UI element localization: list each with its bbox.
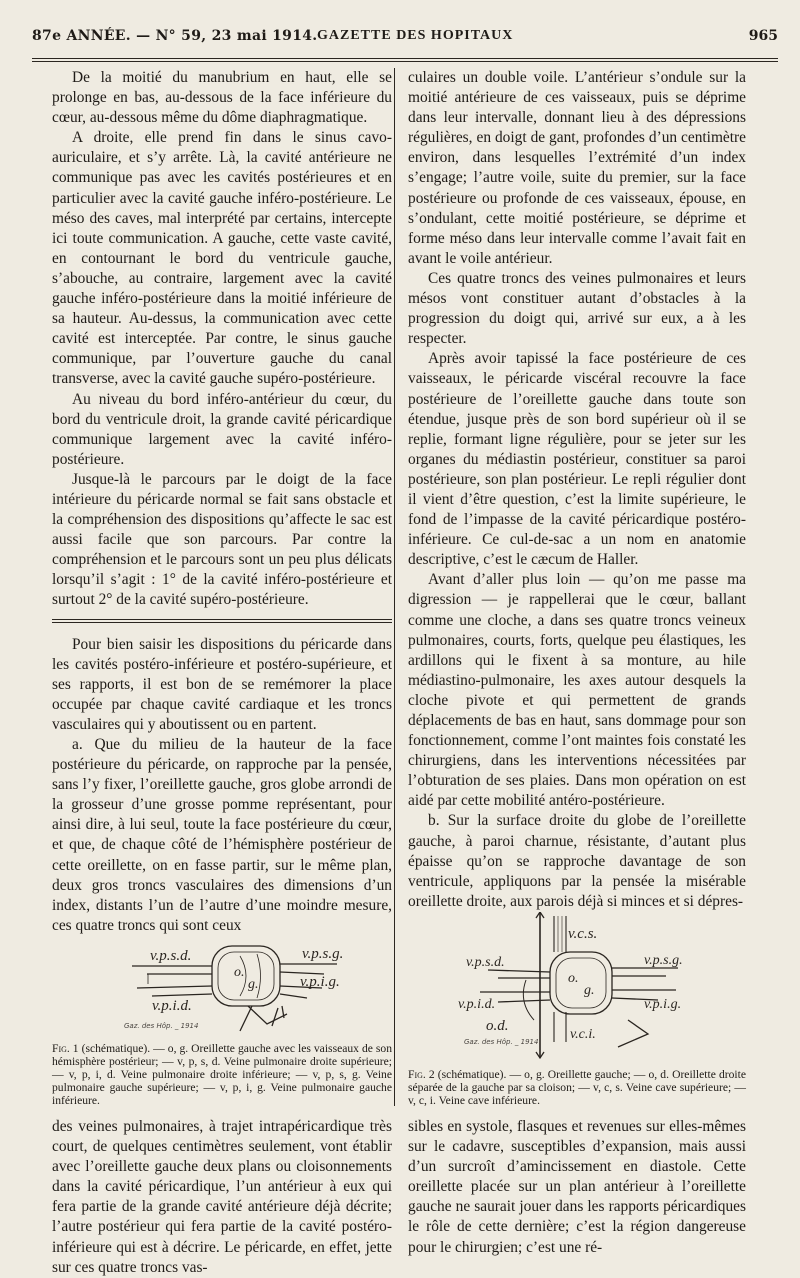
paragraph: Ces quatre troncs des veines pulmonaires et leurs mésos vont constituer autant d’obstacles à la progression du doigt qui, arrivé sur eux, a à les respecter. [408,269,746,348]
caption-text: (schématique). — o, g. Oreillette gauche avec les vaisseaux de son hémisphère postérieur; — v, p, s, d. Veine pulmonaire droite supérieure; — v, p, i, d. Veine pulmonaire droite inférieure; — v, p, s, g. Veine pulmonaire gauche supérieure; — v, p, i, g. Veine pulmonaire gauche inférieure. [52,1041,393,1107]
running-header [32,28,778,58]
figure-1-drawing [52,936,392,1036]
fig2-label-o: o. [568,970,579,986]
fig2-label-vpid: v.p.i.d. [458,996,496,1012]
section-separator [52,619,392,623]
paragraph: a. Que du milieu de la hauteur de la face postérieure du péricarde, on rapproche par la pensée, sans l’y fixer, l’oreillette gauche, gros globe arrondi de la grosseur d’une grosse pomme représentant, pour ainsi dire, à lui seul, toute la face postérieure du cœur, et que, de chaque côté de l’hémisphère postérieur de cette oreillette, on en fasse partir, sur le même plan, deux gros troncs vasculaires des dimensions d’un index, distants l’un de l’autre d’une moindre mesure, ces quatre troncs qui sont ceux [52,736,392,934]
paragraph: Après avoir tapissé la face postérieure de ces vaisseaux, le péricarde viscéral recouvre la face postérieure de l’oreillette gauche dans toute son étendue, jusque près de son bord supérieur où il se replie, formant ligne régulière, pour se jeter sur les organes du médiastin postérieur, constituer sa paroi postérieure, son plan postérieur. Le repli régulier dont il vient d’être question, c’est la limite supérieure, le fond de l’impasse de la cavité péricardique postéro-inférieure. Ce cul-de-sac a un nom en anatomie descriptive, c’est le cæcum de Haller. [408,350,746,569]
page-number: 965 [748,28,778,44]
paragraph: b. Sur la surface droite du globe de l’oreillette gauche, à paroi charnue, résistante, d’autant plus épaisse qu’on se rapproche davantage de son ventricule, appliquons par la pensée la misérable oreillette droite, aux parois déjà si minces et si dépres- [408,812,746,910]
left-column [52,68,392,1278]
figure-2-drawing [408,912,746,1062]
figure-1 [52,936,392,1107]
paragraph: Avant d’aller plus loin — qu’on me passe ma digression — je rappellerai que le cœur, ballant comme une cloche, a dans ses quatre troncs veineux pulmonaires, courts, forts, quelque peu élastiques, les ardillons qui le fixent à sa monture, au hile médiastino-pulmonaire, les axes autour desquels la cloche pivote et qui permettent de grands déplacements de bas en haut, sans dommage pour son fonctionnement, comme l’ont maintes fois constaté les chirurgiens, dans les interventions nécessitées par l’obturation de ses plaies. Dans mon opération on est aidé par cette mobilité antéro-postérieure. [408,571,746,810]
fig2-label-od: o.d. [486,1017,509,1034]
paragraph: Au niveau du bord inféro-antérieur du cœur, du bord du ventricule droit, la grande cavité péricardique communique largement avec la cavité inféro-postérieure. [52,390,392,468]
fig1-label-o: o. [234,964,245,980]
column-divider [394,68,395,1106]
header-rule [32,58,778,59]
fig2-credit: Gaz. des Hôp. _ 1914 [464,1037,539,1046]
figure-2-caption [408,1068,746,1107]
caption-label: Fig. 2 [408,1067,435,1081]
header-rule-2 [32,61,778,62]
fig1-label-vpig: v.p.i.g. [300,973,340,990]
fig2-label-vpsd: v.p.s.d. [466,954,505,970]
caption-text: (schématique). — o, g. Oreillette gauche; — o, d. Oreillette droite séparée de la gauche par sa cloison; — v, c, s. Veine cave supérieure; — v, c, i. Veine cave inférieure. [408,1067,746,1107]
paragraph: Pour bien saisir les dispositions du péricarde dans les cavités postéro-inférieure et postéro-supérieure, et ses rapports, il est bon de se remémorer la place occupée par chaque cavité cardiaque et les troncs vasculaires qui y aboutissent ou en partent. [52,635,392,733]
caption-label: Fig. 1 [52,1041,79,1055]
fig1-label-vpsg: v.p.s.g. [302,945,344,962]
paragraph: A droite, elle prend fin dans le sinus cavo-auriculaire, et s’y arrête. Là, la cavité antérieure ne communique pas avec les cavités postérieures et en particulier avec la cavité gauche inféro-postérieure. Le méso des caves, mal interprété par certains, intercepte ici toute communication. A gauche, cette vaste cavité, en contournant le bord du ventricule gauche, s’abouche, au contraire, largement avec la cavité gauche inféro-postérieure dans la moitié inférieure de sa hauteur. Au-dessus, la communication avec cette cavité est interceptée. Par contre, le sinus gauche communique, par l’ouverture gauche du canal transverse, avec la cavité gauche supéro-postérieure. [52,129,392,388]
fig2-label-vci: v.c.i. [570,1026,596,1042]
paragraph: sibles en systole, flasques et revenues sur elles-mêmes sur le cadavre, susceptibles d’expansion, mais aussi d’un surcroît d’amincissement en diastole. Cette oreillette placée sur un plan antérieur à l’oreillette gauche ne saurait jouer dans les rapports péricardiques le rôle de cette dernière; c’est la région dangereuse pour le chirurgien; c’est une ré- [408,1117,746,1256]
paragraph: De la moitié du manubrium en haut, elle se prolonge en bas, au-dessous de la face inférieure du cœur, au-dessous même du dôme diaphragmatique. [52,69,392,127]
fig1-label-vpid: v.p.i.d. [152,997,192,1014]
fig1-label-vpsd: v.p.s.d. [150,947,192,964]
fig2-label-g: g. [584,982,595,998]
fig2-label-vpig: v.p.i.g. [644,996,682,1012]
issue-info: 87e ANNÉE. — N° 59, 23 mai 1914. [32,28,318,44]
right-column [408,68,746,1258]
fig2-label-vcs: v.c.s. [568,925,598,942]
fig2-label-vpsg: v.p.s.g. [644,952,683,968]
journal-title: GAZETTE DES HOPITAUX [317,28,514,43]
paragraph: des veines pulmonaires, à trajet intrapéricardique très court, de quelques centimètres seulement, vont établir avec l’oreillette gauche deux plans ou cloisonnements dans la cavité péricardique, l’un antérieur à eux qui fera partie de la grande cavité antérieure déjà décrite; l’autre postérieur qui fera partie de la cavité postéro-inférieure qui est à décrire. Le péricarde, en effet, jette sur ces quatre troncs vas- [52,1117,392,1276]
paragraph: Jusque-là le parcours par le doigt de la face intérieure du péricarde normal se fait sans obstacle et la compréhension des dispositions qu’affecte le sac est aussi facile que son parcours. Par contre la compréhension et le parcours sont un peu plus délicats lorsqu’il s’agit : 1° de la cavité inféro-postérieure et surtout 2° de la cavité supéro-postérieure. [52,470,392,609]
fig1-label-g: g. [248,976,259,992]
figure-1-caption [52,1042,392,1107]
fig1-credit: Gaz. des Hôp. _ 1914 [124,1021,199,1030]
figure-2 [408,912,746,1107]
paragraph: culaires un double voile. L’antérieur s’ondule sur la moitié antérieure de ces vaisseaux, puis se déprime dans leur intervalle, donnant lieu à des dépressions régulières, en doigt de gant, profondes d’un centimètre environ, dans lesquelles l’extrémité d’un index s’engage; l’autre voile, suite du premier, sur la face postérieure ou profonde de ces vaisseaux, épouse, en s’ondulant, cette moitié postérieure, se déprime et forme méso dans leur intervalle comme l’avait fait en avant le voile antérieur. [408,69,746,267]
